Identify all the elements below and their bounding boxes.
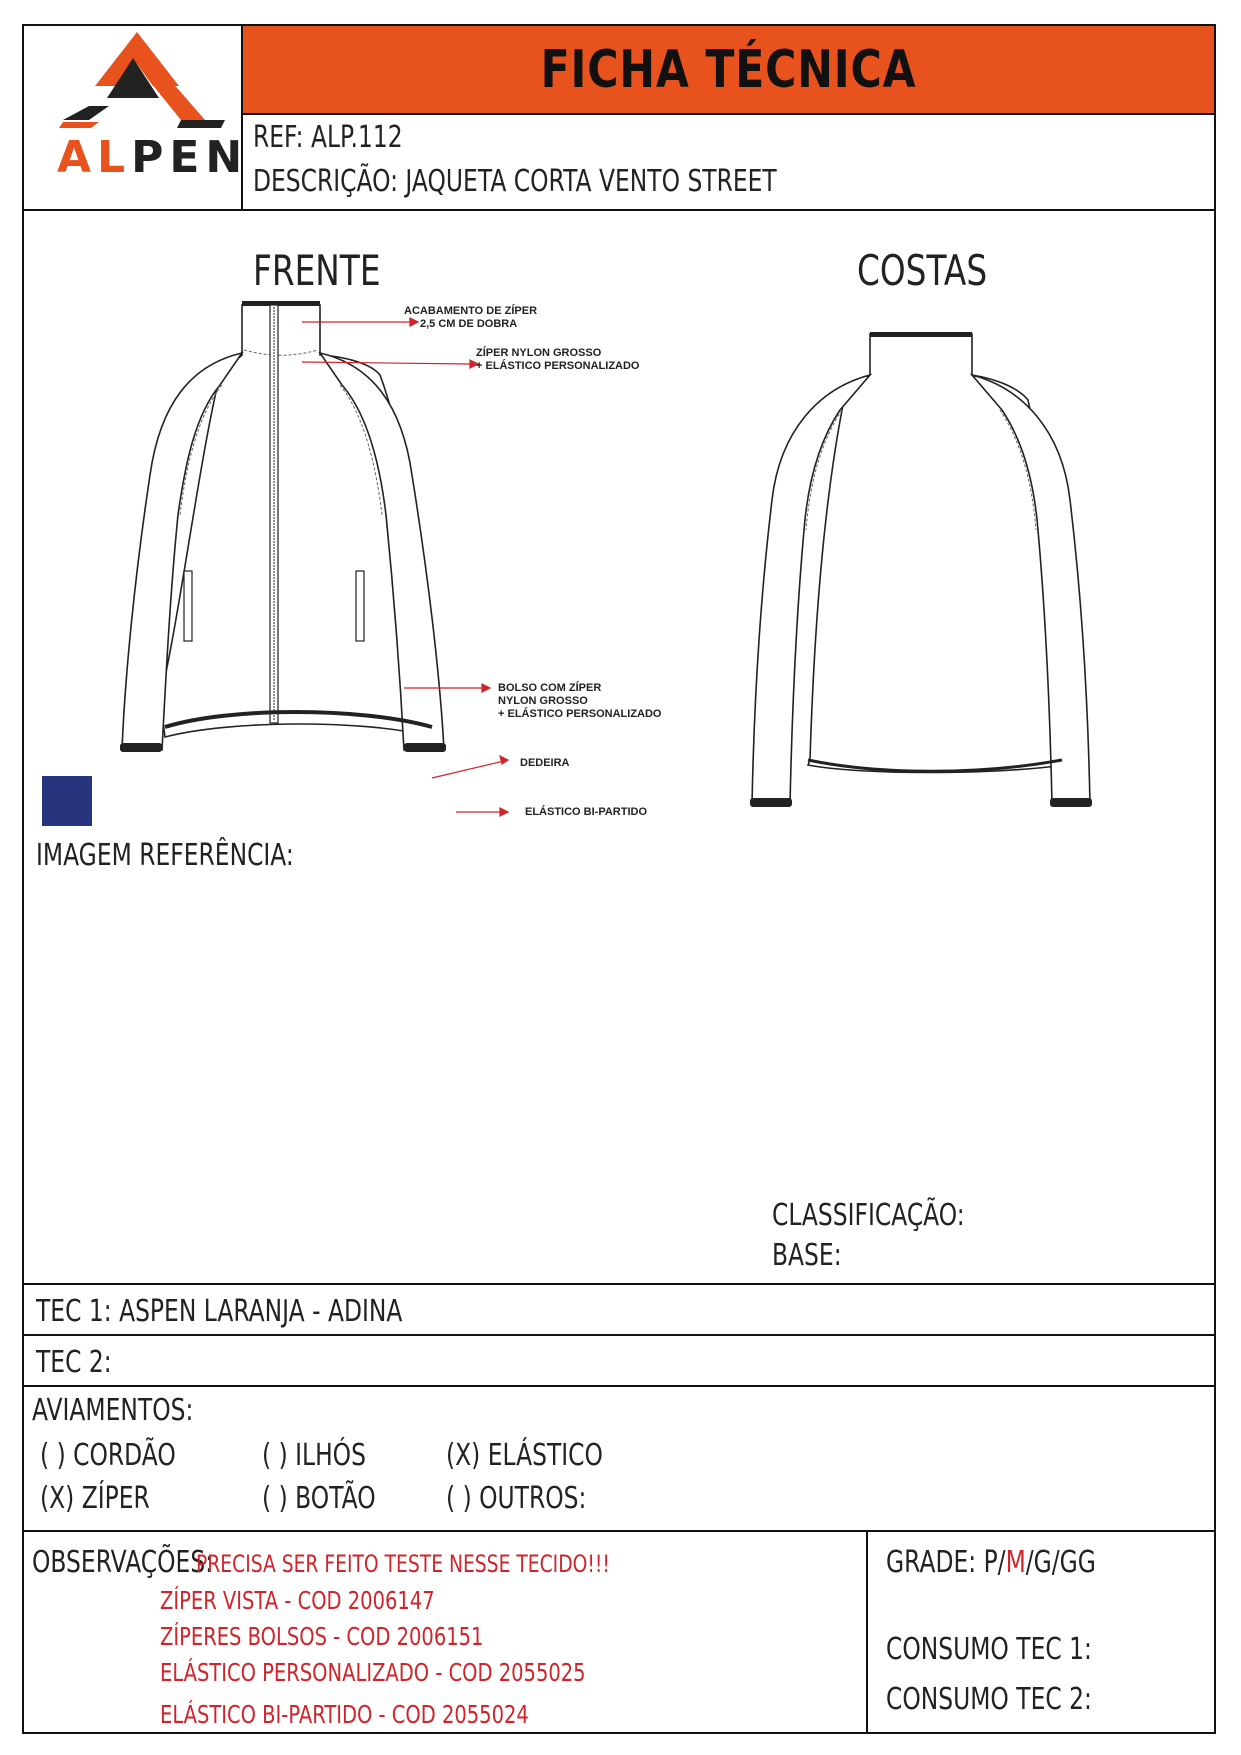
base-label: BASE:: [772, 1238, 842, 1273]
size-grade-selected: M: [1005, 1545, 1026, 1580]
aviamentos-top-divider: [22, 1385, 1216, 1387]
front-view-label: FRENTE: [253, 246, 381, 295]
trim-option: ( ) ILHÓS: [262, 1438, 366, 1473]
observation-line: ZÍPER VISTA - COD 2006147: [160, 1586, 435, 1615]
trims-title: AVIAMENTOS:: [32, 1393, 194, 1428]
annotation-line: ZÍPER NYLON GROSSO: [476, 347, 602, 359]
annotation-main-zip: [476, 347, 640, 373]
observation-line: ZÍPERES BOLSOS - COD 2006151: [160, 1622, 484, 1651]
description-text: DESCRIÇÃO: JAQUETA CORTA VENTO STREET: [253, 164, 777, 199]
consumption-tec1: CONSUMO TEC 1:: [886, 1632, 1092, 1667]
observation-line: ELÁSTICO PERSONALIZADO - COD 2055025: [160, 1658, 586, 1687]
consumption-tec2: CONSUMO TEC 2:: [886, 1682, 1092, 1717]
trim-option: (X) ZÍPER: [40, 1481, 150, 1516]
annotation-line: + ELÁSTICO PERSONALIZADO: [476, 360, 640, 372]
observation-line: ELÁSTICO BI-PARTIDO - COD 2055024: [160, 1700, 529, 1729]
fabric-1: TEC 1: ASPEN LARANJA - ADINA: [36, 1294, 403, 1329]
annotation-line: 2,5 CM DE DOBRA: [420, 318, 518, 330]
annotation-pocket: [498, 682, 662, 721]
tec2-top-divider: [22, 1334, 1216, 1336]
logo-text-pen: PEN: [131, 132, 249, 183]
header-divider: [22, 209, 1216, 211]
size-grade-suffix: /G/GG: [1025, 1545, 1096, 1580]
obs-grade-divider: [866, 1530, 868, 1734]
color-swatch: [42, 776, 92, 826]
sheet-frame: [22, 24, 1216, 1734]
annotation-elastic: ELÁSTICO BI-PARTIDO: [525, 806, 648, 818]
logo-text-al: AL: [57, 132, 132, 183]
size-grade: [886, 1545, 1096, 1580]
page-title: FICHA TÉCNICA: [540, 40, 917, 100]
trim-option: (X) ELÁSTICO: [446, 1438, 603, 1473]
annotation-line: + ELÁSTICO PERSONALIZADO: [498, 708, 662, 720]
annotation-line: NYLON GROSSO: [498, 695, 588, 707]
trim-option: ( ) BOTÃO: [262, 1481, 376, 1516]
back-view-label: COSTAS: [857, 246, 988, 295]
obs-top-divider: [22, 1530, 1216, 1532]
trim-option: ( ) CORDÃO: [40, 1438, 176, 1473]
reference-image-label: IMAGEM REFERÊNCIA:: [36, 838, 294, 873]
annotation-line: BOLSO COM ZÍPER: [498, 682, 602, 694]
fabric-2: TEC 2:: [36, 1345, 112, 1380]
annotation-dedeira: DEDEIRA: [520, 757, 570, 769]
annotation-line: ACABAMENTO DE ZÍPER: [404, 305, 538, 317]
tec1-top-divider: [22, 1283, 1216, 1285]
observation-warning: PRECISA SER FEITO TESTE NESSE TECIDO!!!: [196, 1550, 610, 1578]
annotation-zip-finish: [404, 305, 537, 331]
ref-text: REF: ALP.112: [253, 120, 403, 155]
annotation-arrows: [300, 300, 510, 820]
logo-text: [57, 132, 248, 183]
back-jacket-drawing: [740, 330, 1120, 830]
trim-option: ( ) OUTROS:: [446, 1481, 587, 1516]
alpen-logo: [55, 28, 249, 188]
title-divider: [241, 113, 1216, 115]
classification-label: CLASSIFICAÇÃO:: [772, 1198, 965, 1233]
size-grade-prefix: GRADE: P/: [886, 1545, 1006, 1580]
observations-label: OBSERVAÇÕES:: [32, 1545, 214, 1580]
